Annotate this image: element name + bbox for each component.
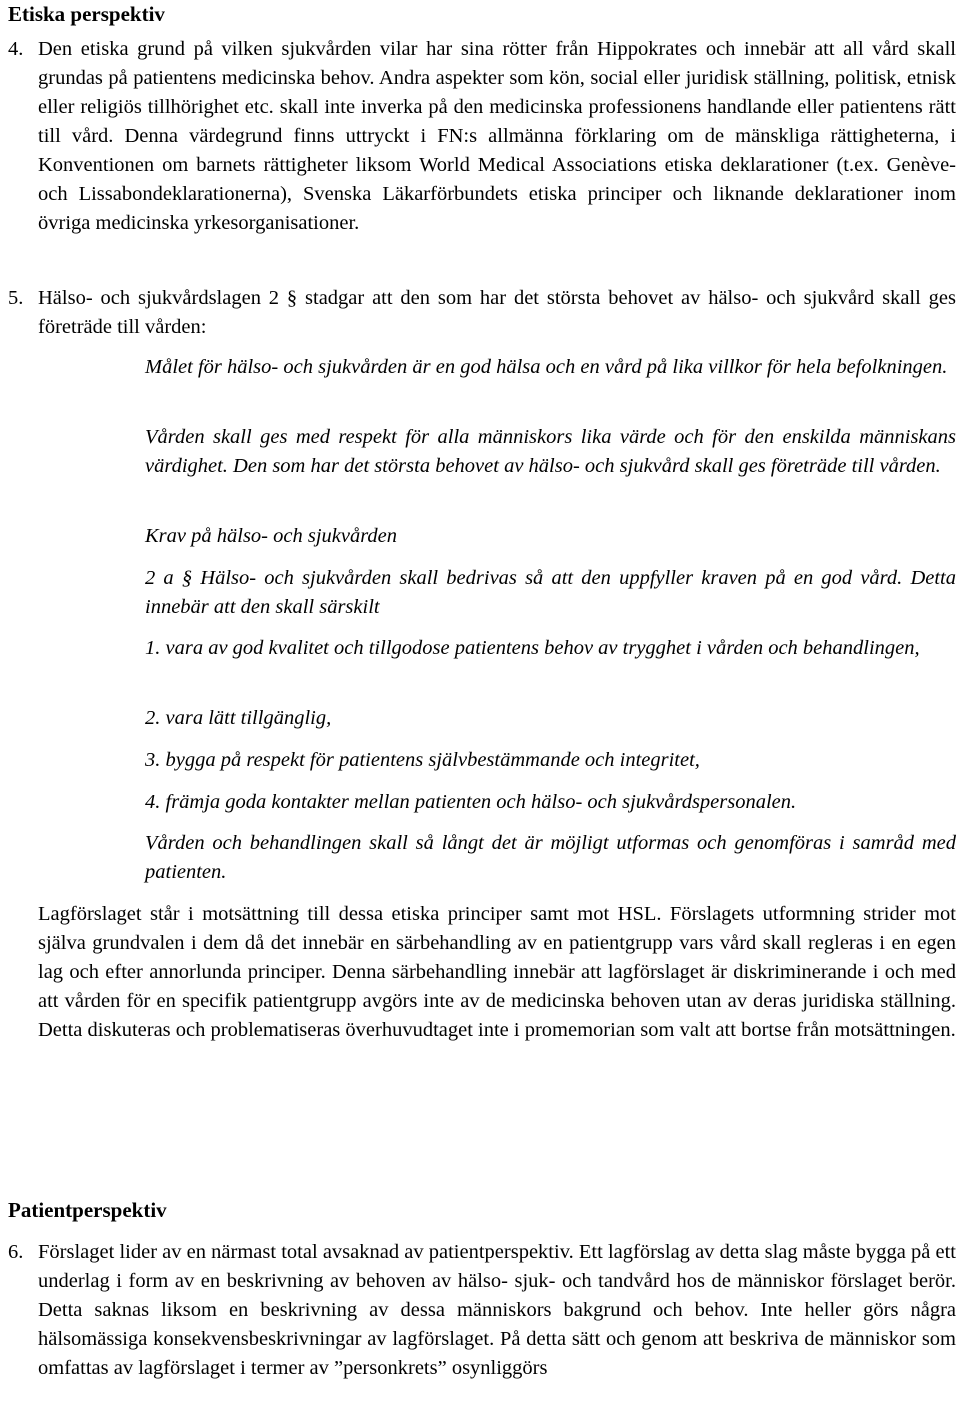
law-quote: Vården skall ges med respekt för alla människors lika värde och för den enskilda människans värdighet. Den som har det största behovet av hälso- och sjukvård skall ges företräde till vården. — [145, 426, 956, 477]
law-quote-heading: Krav på hälso- och sjukvården — [145, 525, 398, 547]
law-quote-item: 1. vara av god kvalitet och tillgodose patientens behov av trygghet i vården och behandlingen, — [145, 637, 920, 659]
paragraph-text: Hälso- och sjukvårdslagen 2 § stadgar att den som har det största behovet av hälso- och sjukvård skall ges företräde till vården: — [38, 287, 956, 338]
paragraph-4 — [8, 35, 956, 238]
paragraph-6 — [8, 1238, 956, 1383]
law-quote-item: 3. bygga på respekt för patientens självbestämmande och integritet, — [145, 749, 700, 771]
paragraph-number: 5. — [8, 287, 24, 309]
law-quote-item: 4. främja goda kontakter mellan patienten och hälso- och sjukvårdspersonalen. — [145, 791, 797, 813]
paragraph-text: Den etiska grund på vilken sjukvården vilar har sina rötter från Hippokrates och innebär att all vård skall grundas på patientens medicinska behov. Andra aspekter som kön, social eller juridisk ställning, politisk, etnisk eller religiös tillhörighet etc. skall inte inverka på den medicinska professionens handlande eller patientens rätt till vård. Denna värdegrund finns uttryckt i FN:s allmänna förklaring om de mänskliga rättigheterna, i Konventionen om barnets rättigheter liksom World Medical Associations etiska deklarationer (t.ex. Genève- och Lissabondeklarationerna), Svenska Läkarförbundets etiska principer och liknande deklarationer inom övriga medicinska yrkesorganisationer. — [38, 38, 956, 234]
paragraph-5 — [8, 284, 956, 342]
paragraph-number: 6. — [8, 1241, 24, 1263]
law-quote: 2 a § Hälso- och sjukvården skall bedrivas så att den uppfyller kraven på en god vård. Detta innebär att den skall särskilt — [145, 567, 956, 618]
section-heading-ethics: Etiska perspektiv — [8, 2, 165, 26]
section-heading-patient: Patientperspektiv — [8, 1198, 167, 1222]
paragraph-number: 4. — [8, 38, 24, 60]
paragraph-text: Förslaget lider av en närmast total avsaknad av patientperspektiv. Ett lagförslag av detta slag måste bygga på ett underlag i form av en beskrivning av behoven av hälso- sjuk- och tandvård hos de människor förslaget berör. Detta saknas liksom en beskrivning av dessa människors bakgrund och behov. Inte heller görs några hälsomässiga konsekvensbeskrivningar av lagförslaget. På detta sätt och genom att beskriva de människor som omfattas av lagförslaget i termer av ”personkrets” osynliggörs — [38, 1241, 956, 1379]
law-quote-item: 2. vara lätt tillgänglig, — [145, 707, 332, 729]
law-quote: Målet för hälso- och sjukvården är en god hälsa och en vård på lika villkor för hela befolkningen. — [145, 356, 948, 378]
law-quote: Vården och behandlingen skall så långt det är möjligt utformas och genomföras i samråd med patienten. — [145, 832, 956, 883]
conclusion-paragraph: Lagförslaget står i motsättning till dessa etiska principer samt mot HSL. Förslagets utformning strider mot själva grundvalen i dem då det innebär en särbehandling av en patientgrupp vars vård skall regleras i en egen lag och efter annorlunda principer. Denna särbehandling innebär att lagförslaget är diskriminerande i och med att vården för en specifik patientgrupp avgörs inte av de medicinska behoven utan av deras juridiska ställning. Detta diskuteras och problematiseras överhuvudtaget inte i promemorian som valt att bortse från motsättningen. — [38, 903, 956, 1041]
